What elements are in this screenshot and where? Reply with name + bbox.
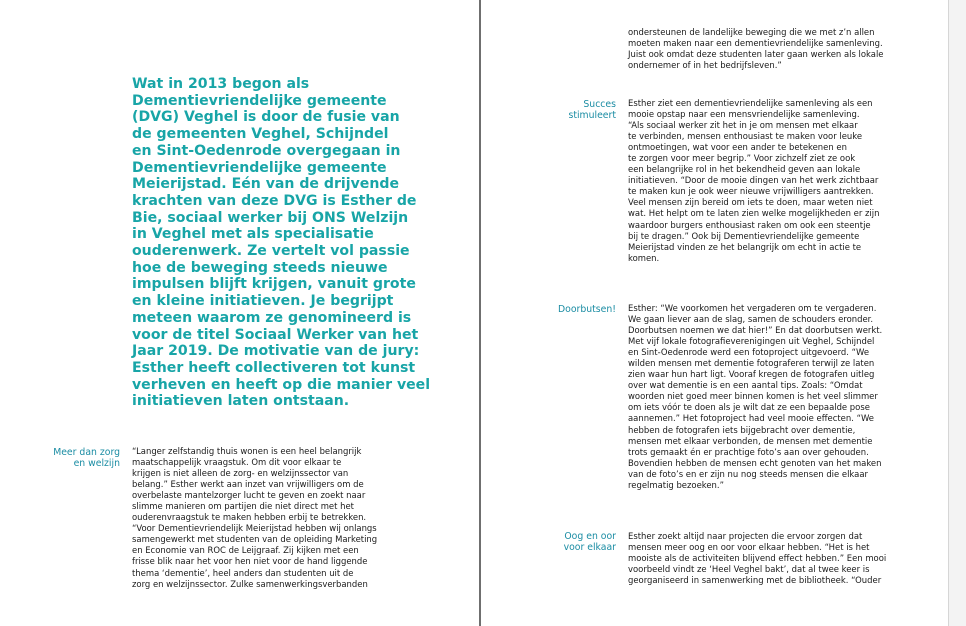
intro-line: in Veghel met als specialisatie xyxy=(132,226,374,243)
viewer-scroll-edge[interactable] xyxy=(948,0,966,626)
body-line: mooiste als de activiteiten blijvend effect hebben.” Een mooi xyxy=(628,553,887,564)
body-line: komen. xyxy=(628,252,660,263)
body-line: te verbinden, mensen enthousiast te maken voor leuke xyxy=(628,131,863,142)
body-line: wilden mensen met dementie fotograferen terwijl ze laten xyxy=(628,358,875,369)
intro-line: de gemeenten Veghel, Schijndel xyxy=(132,126,389,143)
body-line: overbelaste mantelzorger lucht te geven en zoekt naar xyxy=(132,490,366,501)
body-line: Juist ook omdat deze studenten later gaan werken als lokale xyxy=(628,49,884,60)
body-line: ontmoetingen, wat voor een ander te betekenen en xyxy=(628,142,847,153)
body-line: waardoor burgers enthousiast raken om ook een steentje xyxy=(628,219,871,230)
body-line: mensen meer oog en oor voor elkaar hebben. “Het is het xyxy=(628,542,870,553)
section-label-line: Meer dan zorg xyxy=(53,447,120,458)
body-line: georganiseerd in samenwerking met de bibliotheek. “Ouder xyxy=(628,575,882,586)
intro-line: voor de titel Sociaal Werker van het xyxy=(132,326,419,343)
body-line: “Als sociaal werker zit het in je om mensen met elkaar xyxy=(628,120,858,131)
intro-line: meteen waarom ze genomineerd is xyxy=(132,309,412,326)
body-paragraph-succes-stimuleert xyxy=(628,98,938,264)
intro-line: hoe de beweging steeds nieuwe xyxy=(132,259,388,276)
body-line: hebben de fotografen iets bijgebracht over dementie, xyxy=(628,424,856,435)
section-label-line: voor elkaar xyxy=(563,542,616,554)
body-line: maatschappelijk vraagstuk. Om dit voor elkaar te xyxy=(132,457,342,468)
body-line: over wat dementie is en een aantal tips. Zoals: “Omdat xyxy=(628,380,863,391)
body-line: samengewerkt met studenten van de opleiding Marketing xyxy=(132,534,378,545)
section-label-meer-dan-zorg xyxy=(20,447,120,470)
body-line: Esther zoekt altijd naar projecten die ervoor zorgen dat xyxy=(628,531,863,541)
body-line: woorden niet goed meer binnen komen is het veel slimmer xyxy=(628,391,878,402)
body-line: “Voor Dementievriendelijk Meierijstad hebben wij onlangs xyxy=(132,523,377,534)
body-line: krijgen is niet alleen de zorg- en welzijnssector van xyxy=(132,468,349,479)
body-line: Met vijf lokale fotografieverenigingen uit Veghel, Schijndel xyxy=(628,336,875,347)
intro-line: Esther heeft collectiveren tot kunst xyxy=(132,359,416,376)
body-line: moeten maken naar een dementievriendelijke samenleving. xyxy=(628,38,883,49)
body-line: om iets vóór te doen als je wilt dat ze een bepaalde pose xyxy=(628,402,870,413)
body-line: en Sint-Oedenrode werd een fotoproject uitgevoerd. “We xyxy=(628,347,870,358)
body-paragraph-meer-dan-zorg xyxy=(132,446,432,590)
body-line: voorbeeld vindt ze ‘Heel Veghel bakt’, dat al twee keer is xyxy=(628,564,870,575)
body-line: wat. Het helpt om te laten zien welke mogelijkheden er zijn xyxy=(628,208,880,219)
body-line: Esther: “We voorkomen het vergaderen om te vergaderen. xyxy=(628,303,877,313)
section-label-line: Oog en oor xyxy=(564,531,616,542)
body-line: ouderenvraagstuk te maken hebben erbij te betrekken. xyxy=(132,512,367,523)
body-line: zorg en welzijnssector. Zulke samenwerkingsverbanden xyxy=(132,578,368,589)
intro-line: verheven en heeft op die manier veel xyxy=(132,376,431,393)
body-line: een belangrijke rol in het bekendheid geven aan lokale xyxy=(628,164,861,175)
body-line: frisse blik naar het voor hen niet voor de hand liggende xyxy=(132,556,368,567)
body-line: initiatieven. “Door de mooie dingen van het werk zichtbaar xyxy=(628,175,879,186)
section-label-line: en welzijn xyxy=(73,458,120,470)
body-paragraph-doorbutsen xyxy=(628,303,938,491)
intro-paragraph xyxy=(132,76,432,410)
intro-line: Wat in 2013 begon als xyxy=(132,76,310,92)
body-line: Veel mensen zijn bereid om iets te doen, maar weten niet xyxy=(628,197,873,208)
body-line: thema ‘dementie’, heel anders dan studenten uit de xyxy=(132,567,354,578)
section-label-succes-stimuleert xyxy=(502,99,616,122)
body-line: belang.” Esther werkt aan inzet van vrijwilligers om de xyxy=(132,479,364,490)
body-line: aannemen.” Het fotoproject had veel mooie effecten. “We xyxy=(628,413,874,424)
section-label-doorbutsen xyxy=(502,304,616,315)
body-line: Doorbutsen noemen we dat hier!” En dat doorbutsen werkt. xyxy=(628,325,883,336)
body-line: ondersteunen de landelijke beweging die we met z’n allen xyxy=(628,27,875,37)
body-line: Esther ziet een dementievriendelijke samenleving als een xyxy=(628,98,873,108)
continuation-paragraph xyxy=(628,27,938,71)
intro-line: (DVG) Veghel is door de fusie van xyxy=(132,109,400,126)
body-line: ondernemer of in het bedrijfsleven.” xyxy=(628,60,782,71)
body-line: We gaan liever aan de slag, samen de schouders eronder. xyxy=(628,314,874,325)
body-line: te zorgen voor meer begrip.” Voor zichzelf ziet ze ook xyxy=(628,153,856,164)
body-line: Meierijstad vinden ze het belangrijk om echt in actie te xyxy=(628,241,862,252)
body-line: mensen met elkaar verbonden, de mensen met dementie xyxy=(628,435,873,446)
intro-line: initiatieven laten ontstaan. xyxy=(132,393,350,410)
body-line: en Economie van ROC de Leijgraaf. Zij kijken met een xyxy=(132,545,359,556)
body-line: slimme manieren om partijen die niet direct met het xyxy=(132,501,354,512)
intro-line: impulsen blijft krijgen, vanuit grote xyxy=(132,276,416,293)
section-label-line: Doorbutsen! xyxy=(558,304,616,315)
section-label-line: Succes xyxy=(583,99,616,110)
intro-line: Jaar 2019. De motivatie van de jury: xyxy=(132,343,420,360)
section-label-line: stimuleert xyxy=(568,110,616,122)
intro-line: Meierijstad. Eén van de drijvende xyxy=(132,176,400,193)
section-label-oog-en-oor xyxy=(502,531,616,554)
body-paragraph-oog-en-oor xyxy=(628,531,938,586)
body-line: regelmatig bezoeken.” xyxy=(628,479,724,490)
body-line: van de foto’s en er zijn nu nog steeds mensen die elkaar xyxy=(628,468,868,479)
page-divider xyxy=(479,0,481,626)
right-page xyxy=(482,0,966,626)
body-line: bij te dragen.” Ook bij Dementievriendelijke gemeente xyxy=(628,230,860,241)
body-line: mooie opstap naar een mensvriendelijke samenleving. xyxy=(628,109,860,120)
intro-line: krachten van deze DVG is Esther de xyxy=(132,192,417,209)
body-line: te maken kun je ook weer nieuwe vrijwilligers aantrekken. xyxy=(628,186,874,197)
body-line: trots gemaakt én er prachtige foto’s aan over gehouden. xyxy=(628,446,869,457)
intro-line: en Sint-Oedenrode overgegaan in xyxy=(132,142,401,159)
intro-line: Bie, sociaal werker bij ONS Welzijn xyxy=(132,209,409,226)
intro-line: en kleine initiatieven. Je begrijpt xyxy=(132,293,394,310)
body-line: zien waar hun hart ligt. Vooraf kregen de fotografen uitleg xyxy=(628,369,875,380)
intro-line: Dementievriendelijke gemeente xyxy=(132,92,387,109)
intro-line: ouderenwerk. Ze vertelt vol passie xyxy=(132,243,410,260)
body-line: Bovendien hebben de mensen echt genoten van het maken xyxy=(628,457,882,468)
left-page xyxy=(0,0,479,626)
intro-line: Dementievriendelijke gemeente xyxy=(132,159,387,176)
body-line: “Langer zelfstandig thuis wonen is een heel belangrijk xyxy=(132,446,362,456)
